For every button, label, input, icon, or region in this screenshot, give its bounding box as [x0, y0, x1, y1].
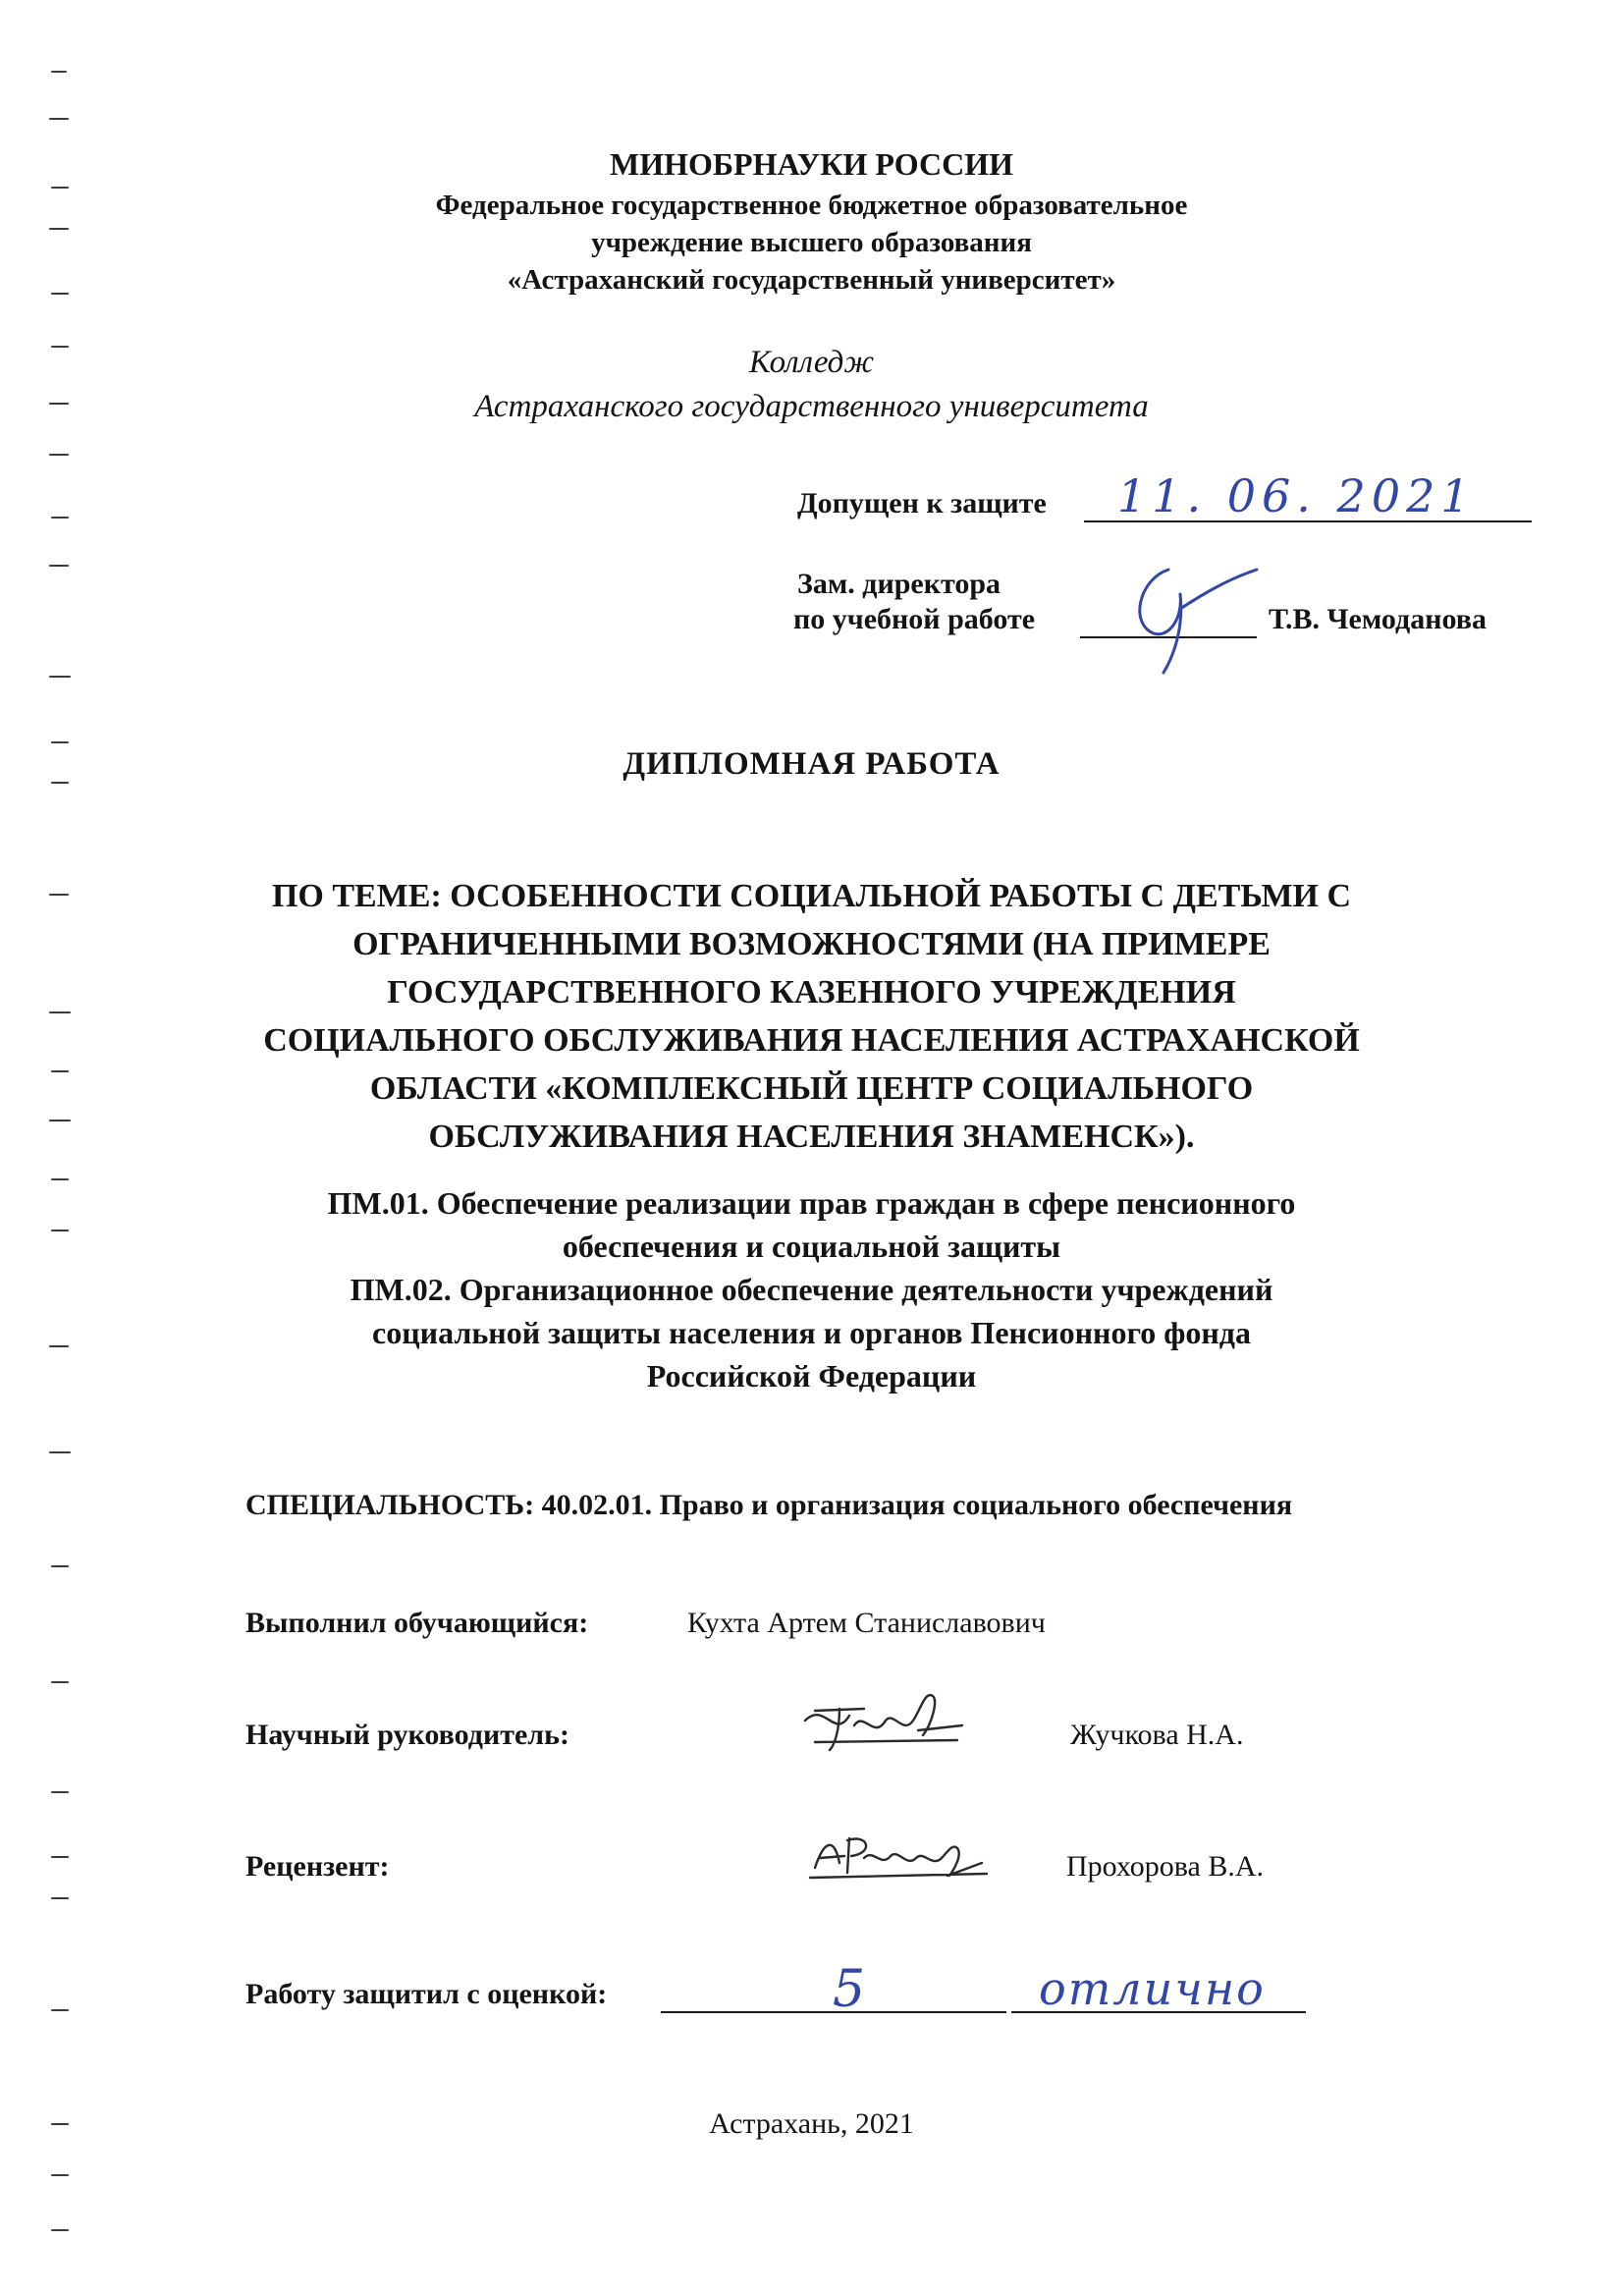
- topic-line-2: ОГРАНИЧЕННЫМИ ВОЗМОЖНОСТЯМИ (НА ПРИМЕРЕ: [352, 926, 1271, 962]
- admitted-date-handwritten: 11. 06. 2021: [1117, 469, 1476, 522]
- deputy-name: Т.В. Чемоданова: [1269, 603, 1487, 635]
- org-line-3: «Астраханский государственный университет»: [507, 264, 1116, 296]
- topic-line-5: ОБЛАСТИ «КОМПЛЕКСНЫЙ ЦЕНТР СОЦИАЛЬНОГО: [369, 1070, 1254, 1107]
- topic-line-6: ОБСЛУЖИВАНИЯ НАСЕЛЕНИЯ ЗНАМЕНСК»).: [428, 1119, 1195, 1155]
- reviewer-name: Прохорова В.А.: [1066, 1850, 1265, 1883]
- deputy-signature: [1109, 550, 1267, 678]
- topic-line-4: СОЦИАЛЬНОГО ОБСЛУЖИВАНИЯ НАСЕЛЕНИЯ АСТРАХАНСКОЙ: [263, 1022, 1360, 1059]
- ministry-title: МИНОБРНАУКИ РОССИИ: [610, 146, 1013, 182]
- modules-block: [0, 1181, 1623, 1397]
- deputy-label-line1: Зам. директора: [797, 568, 1001, 600]
- topic-block: [0, 872, 1623, 1161]
- deputy-label-line2: по учебной работе: [793, 603, 1036, 635]
- grade-label: Работу защитил с оценкой:: [245, 1978, 608, 2010]
- topic-line-1: ПО ТЕМЕ: ОСОБЕННОСТИ СОЦИАЛЬНОЙ РАБОТЫ С ДЕТЬМИ С: [271, 878, 1352, 914]
- admitted-label: Допущен к защите: [797, 487, 1047, 519]
- org-line-1: Федеральное государственное бюджетное образовательное: [435, 190, 1188, 221]
- module-line-1: ПМ.01. Обеспечение реализации прав граждан в сфере пенсионного: [327, 1185, 1296, 1221]
- college-line-2: Астраханского государственного университета: [474, 389, 1149, 424]
- supervisor-signature: [795, 1681, 972, 1770]
- city-year: Астрахань, 2021: [709, 2107, 914, 2140]
- grade-word-handwritten: отлично: [1039, 1962, 1266, 2015]
- supervisor-label: Научный руководитель:: [245, 1719, 569, 1751]
- supervisor-name: Жучкова Н.А.: [1070, 1719, 1244, 1751]
- module-line-4: социальной защиты населения и органов Пенсионного фонда: [372, 1315, 1251, 1350]
- grade-value-handwritten: 5: [833, 1960, 866, 2019]
- reviewer-signature: [800, 1819, 997, 1897]
- module-line-5: Российской Федерации: [646, 1358, 977, 1394]
- module-line-2: обеспечения и социальной защиты: [562, 1229, 1061, 1264]
- reviewer-label: Рецензент:: [245, 1850, 390, 1883]
- org-line-2: учреждение высшего образования: [591, 227, 1032, 258]
- student-label: Выполнил обучающийся:: [245, 1607, 589, 1639]
- student-name: Кухта Артем Станиславович: [687, 1607, 1046, 1639]
- specialty: СПЕЦИАЛЬНОСТЬ: 40.02.01. Право и организация социального обеспечения: [245, 1489, 1293, 1521]
- module-line-3: ПМ.02. Организационное обеспечение деятельности учреждений: [350, 1272, 1273, 1307]
- college-line-1: Колледж: [748, 345, 875, 380]
- topic-line-3: ГОСУДАРСТВЕННОГО КАЗЕННОГО УЧРЕЖДЕНИЯ: [387, 974, 1236, 1011]
- work-type-title: ДИПЛОМНАЯ РАБОТА: [622, 746, 1001, 782]
